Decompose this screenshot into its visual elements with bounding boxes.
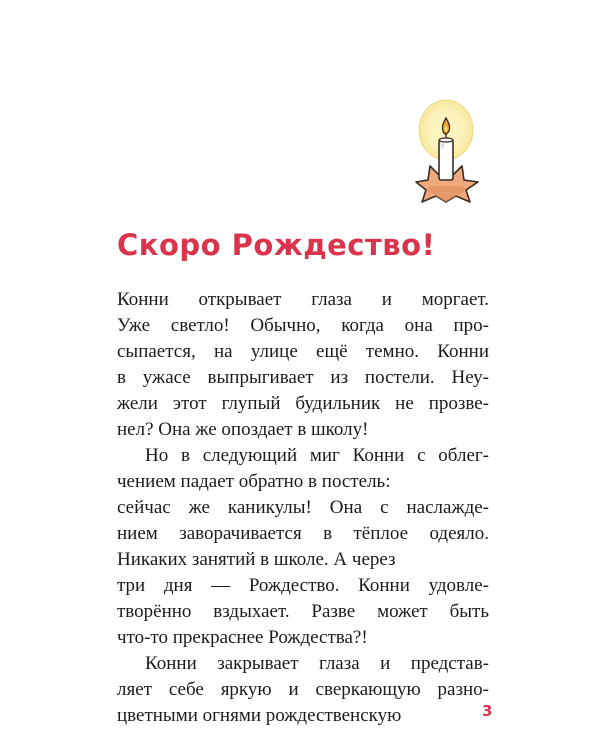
candle-top bbox=[439, 138, 453, 142]
text-line: Конни открывает глаза и моргает. bbox=[117, 289, 489, 310]
text-line: нел? Она же опоздает в школу! bbox=[117, 419, 369, 440]
text-line: Но в следующий миг Конни с облег- bbox=[145, 445, 489, 466]
page-number: 3 bbox=[482, 702, 493, 720]
text-line: сыпается, на улице ещё темно. Конни bbox=[117, 341, 489, 362]
text-line: Никаких занятий в школе. А через bbox=[117, 549, 396, 570]
text-line: сейчас же каникулы! Она с наслажде- bbox=[117, 497, 489, 518]
text-line: ляет себе яркую и сверкающую разно- bbox=[117, 679, 489, 700]
body-text bbox=[117, 287, 489, 729]
candle-on-star-holder-icon bbox=[406, 96, 486, 208]
text-line: жели этот глупый будильник не прозве- bbox=[117, 393, 489, 414]
text-line: нием заворачивается в тёплое одеяло. bbox=[117, 523, 489, 544]
chapter-title: Скоро Рождество! bbox=[117, 228, 436, 262]
text-line: Конни закрывает глаза и представ- bbox=[145, 653, 489, 674]
text-line: три дня — Рождество. Конни удовле- bbox=[117, 575, 489, 596]
text-line: что-то прекраснее Рождества?! bbox=[117, 627, 368, 648]
text-line: творённо вздыхает. Разве может быть bbox=[117, 601, 489, 622]
text-line: цветными огнями рождественскую bbox=[117, 705, 402, 726]
text-line: Уже светло! Обычно, когда она про- bbox=[117, 315, 489, 336]
text-line: чением падает обратно в постель: bbox=[117, 471, 391, 492]
text-line: в ужасе выпрыгивает из постели. Неу- bbox=[117, 367, 489, 388]
